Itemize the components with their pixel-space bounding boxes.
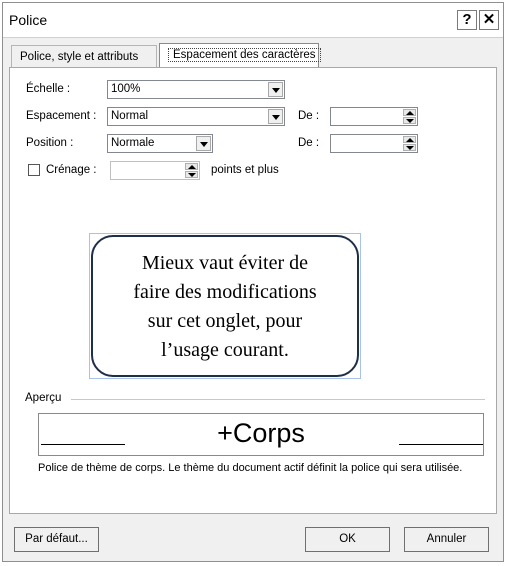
callout-line: faire des modifications: [133, 281, 317, 303]
preview-section-label: Aperçu: [25, 392, 62, 404]
echelle-select[interactable]: [107, 80, 285, 99]
close-icon: ✕: [482, 11, 496, 28]
position-select[interactable]: [107, 134, 213, 153]
spinner-icon[interactable]: [185, 163, 198, 178]
preview-box: [38, 413, 484, 456]
position-de-label: De :: [298, 137, 320, 149]
espacement-label: Espacement :: [26, 110, 97, 122]
preview-sample-text: +Corps: [217, 418, 305, 448]
title-bar: [3, 3, 503, 38]
close-button[interactable]: [479, 10, 499, 30]
tab-police-style-attributs[interactable]: Police, style et attributs: [11, 45, 157, 67]
ok-button[interactable]: OK: [305, 527, 390, 552]
help-icon: ?: [462, 11, 472, 28]
position-label: Position :: [26, 137, 74, 149]
window-title: Police: [9, 12, 48, 28]
font-dialog: [2, 2, 504, 562]
crenage-checkbox[interactable]: [28, 164, 40, 176]
chevron-down-icon[interactable]: [196, 136, 211, 151]
crenage-input[interactable]: [110, 161, 200, 180]
espacement-de-label: De :: [298, 110, 320, 122]
spinner-icon[interactable]: [403, 109, 416, 124]
preview-line-right: [399, 444, 483, 445]
callout-line: sur cet onglet, pour: [147, 310, 303, 332]
espacement-de-input[interactable]: [330, 107, 418, 126]
espacement-value: Normal: [111, 110, 149, 122]
chevron-down-icon[interactable]: [268, 82, 283, 97]
echelle-label: Échelle :: [26, 83, 71, 95]
help-button[interactable]: [457, 10, 477, 30]
callout-line: Mieux vaut éviter de: [141, 252, 309, 274]
callout-note: [91, 235, 359, 377]
crenage-suffix: points et plus: [211, 164, 279, 176]
preview-description: Police de thème de corps. Le thème du document actif définit la police qui sera utilisée.: [38, 462, 463, 474]
spinner-icon[interactable]: [403, 136, 416, 151]
cancel-button[interactable]: Annuler: [404, 527, 489, 552]
crenage-label: Crénage :: [46, 164, 97, 176]
chevron-down-icon[interactable]: [268, 109, 283, 124]
echelle-value: 100%: [111, 83, 141, 95]
tab-espacement-caracteres[interactable]: Espacement des caractères: [159, 43, 319, 67]
position-de-input[interactable]: [330, 134, 418, 153]
espacement-select[interactable]: [107, 107, 285, 126]
set-default-button[interactable]: Par défaut...: [14, 527, 99, 552]
position-value: Normale: [111, 137, 155, 149]
preview-divider: [71, 399, 485, 400]
callout-line: l’usage courant.: [161, 339, 289, 361]
